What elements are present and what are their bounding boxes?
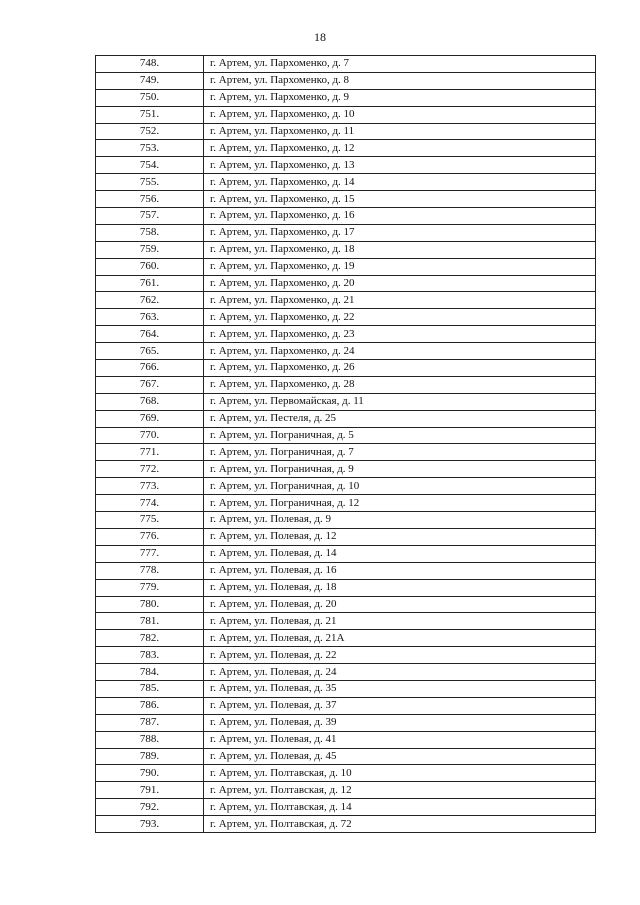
table-row (96, 731, 596, 748)
row-number: 759. (96, 241, 204, 258)
row-number: 793. (96, 816, 204, 833)
row-number: 771. (96, 444, 204, 461)
row-address: г. Артем, ул. Пархоменко, д. 9 (204, 89, 596, 106)
row-number: 791. (96, 782, 204, 799)
row-number: 782. (96, 630, 204, 647)
table-row (96, 562, 596, 579)
table-row (96, 799, 596, 816)
table-row (96, 376, 596, 393)
row-address: г. Артем, ул. Пархоменко, д. 15 (204, 191, 596, 208)
table-row (96, 461, 596, 478)
table-row (96, 782, 596, 799)
table-row (96, 714, 596, 731)
row-number: 769. (96, 410, 204, 427)
table-row (96, 106, 596, 123)
table-row (96, 56, 596, 73)
row-address: г. Артем, ул. Пархоменко, д. 17 (204, 224, 596, 241)
row-address: г. Артем, ул. Полевая, д. 37 (204, 697, 596, 714)
row-number: 792. (96, 799, 204, 816)
table-row (96, 545, 596, 562)
row-number: 778. (96, 562, 204, 579)
row-address: г. Артем, ул. Пограничная, д. 5 (204, 427, 596, 444)
row-address: г. Артем, ул. Пархоменко, д. 13 (204, 157, 596, 174)
row-address: г. Артем, ул. Пархоменко, д. 26 (204, 360, 596, 377)
row-number: 777. (96, 545, 204, 562)
row-number: 768. (96, 393, 204, 410)
row-number: 776. (96, 528, 204, 545)
row-number: 749. (96, 72, 204, 89)
row-address: г. Артем, ул. Пархоменко, д. 8 (204, 72, 596, 89)
row-address: г. Артем, ул. Первомайская, д. 11 (204, 393, 596, 410)
row-number: 789. (96, 748, 204, 765)
row-address: г. Артем, ул. Полевая, д. 21 (204, 613, 596, 630)
row-address: г. Артем, ул. Полевая, д. 12 (204, 528, 596, 545)
row-number: 758. (96, 224, 204, 241)
row-address: г. Артем, ул. Полтавская, д. 14 (204, 799, 596, 816)
row-number: 764. (96, 326, 204, 343)
row-address: г. Артем, ул. Пархоменко, д. 21 (204, 292, 596, 309)
table-row (96, 326, 596, 343)
table-row (96, 292, 596, 309)
row-number: 753. (96, 140, 204, 157)
table-row (96, 664, 596, 681)
row-address: г. Артем, ул. Пархоменко, д. 18 (204, 241, 596, 258)
table-row (96, 495, 596, 512)
row-address: г. Артем, ул. Пархоменко, д. 19 (204, 258, 596, 275)
row-address: г. Артем, ул. Пархоменко, д. 16 (204, 208, 596, 225)
row-number: 757. (96, 208, 204, 225)
row-number: 765. (96, 343, 204, 360)
row-number: 752. (96, 123, 204, 140)
row-number: 788. (96, 731, 204, 748)
row-number: 766. (96, 360, 204, 377)
row-number: 756. (96, 191, 204, 208)
address-table (95, 55, 596, 833)
row-number: 780. (96, 596, 204, 613)
row-number: 763. (96, 309, 204, 326)
table-row (96, 343, 596, 360)
row-address: г. Артем, ул. Полтавская, д. 12 (204, 782, 596, 799)
row-address: г. Артем, ул. Пархоменко, д. 23 (204, 326, 596, 343)
table-row (96, 241, 596, 258)
table-row (96, 444, 596, 461)
row-address: г. Артем, ул. Полевая, д. 20 (204, 596, 596, 613)
table-row (96, 748, 596, 765)
table-row (96, 89, 596, 106)
row-number: 748. (96, 56, 204, 73)
table-row (96, 360, 596, 377)
row-address: г. Артем, ул. Пограничная, д. 7 (204, 444, 596, 461)
row-number: 755. (96, 174, 204, 191)
row-number: 786. (96, 697, 204, 714)
row-address: г. Артем, ул. Полевая, д. 16 (204, 562, 596, 579)
table-row (96, 309, 596, 326)
row-number: 783. (96, 647, 204, 664)
row-number: 773. (96, 478, 204, 495)
row-address: г. Артем, ул. Пограничная, д. 12 (204, 495, 596, 512)
row-number: 781. (96, 613, 204, 630)
row-number: 772. (96, 461, 204, 478)
row-number: 785. (96, 680, 204, 697)
address-table-body (96, 56, 596, 833)
row-number: 779. (96, 579, 204, 596)
row-address: г. Артем, ул. Пархоменко, д. 20 (204, 275, 596, 292)
table-row (96, 174, 596, 191)
row-number: 790. (96, 765, 204, 782)
table-row (96, 478, 596, 495)
table-row (96, 123, 596, 140)
table-row (96, 410, 596, 427)
row-address: г. Артем, ул. Полевая, д. 21А (204, 630, 596, 647)
row-address: г. Артем, ул. Пархоменко, д. 24 (204, 343, 596, 360)
row-address: г. Артем, ул. Полевая, д. 35 (204, 680, 596, 697)
row-address: г. Артем, ул. Полевая, д. 14 (204, 545, 596, 562)
row-address: г. Артем, ул. Полтавская, д. 72 (204, 816, 596, 833)
table-row (96, 512, 596, 529)
table-row (96, 275, 596, 292)
row-address: г. Артем, ул. Полевая, д. 45 (204, 748, 596, 765)
table-row (96, 157, 596, 174)
page-number: 18 (314, 30, 326, 44)
row-address: г. Артем, ул. Пархоменко, д. 11 (204, 123, 596, 140)
row-number: 774. (96, 495, 204, 512)
row-address: г. Артем, ул. Полевая, д. 22 (204, 647, 596, 664)
row-address: г. Артем, ул. Пархоменко, д. 28 (204, 376, 596, 393)
row-number: 770. (96, 427, 204, 444)
table-row (96, 72, 596, 89)
table-row (96, 697, 596, 714)
row-number: 775. (96, 512, 204, 529)
row-number: 760. (96, 258, 204, 275)
row-number: 750. (96, 89, 204, 106)
row-address: г. Артем, ул. Пархоменко, д. 22 (204, 309, 596, 326)
table-row (96, 680, 596, 697)
row-address: г. Артем, ул. Пограничная, д. 10 (204, 478, 596, 495)
row-number: 751. (96, 106, 204, 123)
table-row (96, 647, 596, 664)
row-address: г. Артем, ул. Полевая, д. 41 (204, 731, 596, 748)
table-row (96, 816, 596, 833)
row-number: 767. (96, 376, 204, 393)
row-number: 754. (96, 157, 204, 174)
table-row (96, 528, 596, 545)
row-number: 784. (96, 664, 204, 681)
table-row (96, 596, 596, 613)
table-row (96, 191, 596, 208)
table-row (96, 613, 596, 630)
table-row (96, 765, 596, 782)
row-address: г. Артем, ул. Пограничная, д. 9 (204, 461, 596, 478)
row-address: г. Артем, ул. Полевая, д. 18 (204, 579, 596, 596)
table-row (96, 224, 596, 241)
table-row (96, 393, 596, 410)
row-address: г. Артем, ул. Пархоменко, д. 10 (204, 106, 596, 123)
table-row (96, 208, 596, 225)
row-number: 787. (96, 714, 204, 731)
row-address: г. Артем, ул. Полевая, д. 39 (204, 714, 596, 731)
table-row (96, 427, 596, 444)
row-number: 762. (96, 292, 204, 309)
row-address: г. Артем, ул. Пархоменко, д. 14 (204, 174, 596, 191)
row-address: г. Артем, ул. Полтавская, д. 10 (204, 765, 596, 782)
row-address: г. Артем, ул. Полевая, д. 9 (204, 512, 596, 529)
row-number: 761. (96, 275, 204, 292)
row-address: г. Артем, ул. Пархоменко, д. 12 (204, 140, 596, 157)
row-address: г. Артем, ул. Пархоменко, д. 7 (204, 56, 596, 73)
table-row (96, 630, 596, 647)
table-row (96, 140, 596, 157)
table-row (96, 258, 596, 275)
table-row (96, 579, 596, 596)
row-address: г. Артем, ул. Полевая, д. 24 (204, 664, 596, 681)
row-address: г. Артем, ул. Пестеля, д. 25 (204, 410, 596, 427)
